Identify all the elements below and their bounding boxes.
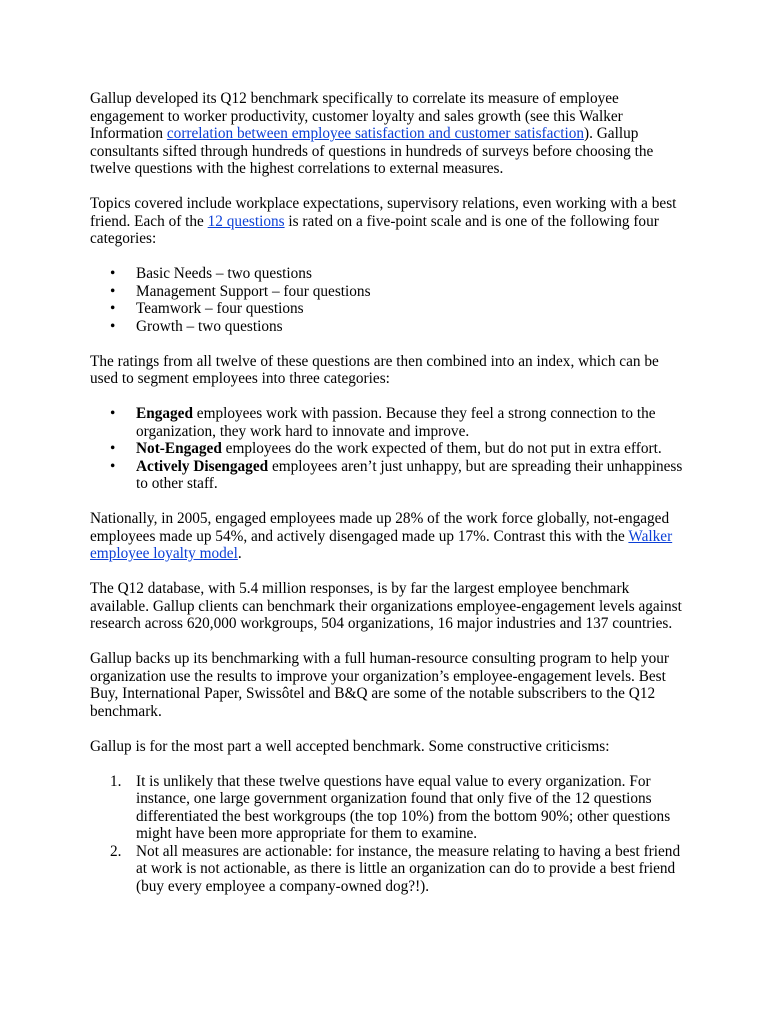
bullet-icon: • (110, 405, 116, 422)
paragraph-intro (90, 90, 690, 178)
paragraph-criticisms-intro: Gallup is for the most part a well accepted benchmark. Some constructive criticisms: (90, 737, 610, 755)
paragraph-intro-text-a: Gallup developed its Q12 benchmark specifically to correlate its measure of employee engagement to worker productivity, customer loyalty and sales growth (see this Walker Information (90, 90, 623, 142)
paragraph-nationally-text-b: . (237, 545, 242, 562)
bullet-icon: • (110, 282, 116, 300)
list-item (110, 440, 690, 458)
category-list (90, 265, 690, 335)
link-12-questions[interactable]: 12 questions (207, 212, 285, 230)
engagement-term: Not-Engaged (136, 440, 222, 457)
list-item (110, 842, 690, 896)
bullet-icon: • (110, 457, 116, 475)
document-body (90, 90, 690, 913)
engagement-term: Actively Disengaged (136, 457, 269, 475)
paragraph-ratings: The ratings from all twelve of these questions are then combined into an index, which can be used to segment employees into three categories: (90, 352, 659, 387)
paragraph-database: The Q12 database, with 5.4 million responses, is by far the largest employee benchmark available. Gallup clients can benchmark their organizations employee-engagement levels against research across 620,000 workgroups, 504 organizations, 16 major industries and 137 countries. (90, 580, 682, 632)
paragraph-nationally-text-a: Nationally, in 2005, engaged employees made up 28% of the work force globally, not-engaged employees made up 54%, and actively disengaged made up 17%. Contrast this with the (90, 510, 670, 545)
list-item-text: Growth – two questions (136, 317, 283, 335)
bullet-icon: • (110, 265, 116, 282)
paragraph-nationally (90, 510, 690, 563)
list-item (110, 300, 690, 318)
link-correlation[interactable]: correlation between employee satisfaction and customer satisfaction (166, 125, 584, 142)
paragraph-topics (90, 195, 690, 248)
bullet-icon: • (110, 300, 116, 317)
link-walker-loyalty-model[interactable]: Walker employee loyalty model (90, 527, 673, 562)
engagement-list (90, 405, 690, 493)
engagement-desc: employees work with passion. Because they feel a strong connection to the organization, they work hard to innovate and improve. (136, 405, 656, 440)
list-item (110, 457, 690, 493)
list-number: 2. (110, 842, 122, 860)
engagement-term: Engaged (136, 405, 193, 422)
list-item-text: Not all measures are actionable: for instance, the measure relating to having a best friend at work is not actionable, as there is little an organization can do to provide a best friend (buy every employee a company-owned dog?!). (136, 842, 681, 895)
paragraph-consulting: Gallup backs up its benchmarking with a full human-resource consulting program to help your organization use the results to improve your organization’s employee-engagement levels. Best Buy, International Paper, Swissôtel and B&Q are some of the notable subscribers to the Q12 benchmark. (90, 650, 670, 720)
bullet-icon: • (110, 317, 116, 335)
list-item-text: Teamwork – four questions (136, 300, 304, 317)
list-item-text: Basic Needs – two questions (136, 265, 312, 282)
list-item-text: Management Support – four questions (136, 282, 371, 300)
list-number: 1. (110, 772, 122, 790)
paragraph-topics-text-b: is rated on a five-point scale and is one of the following four categories: (90, 212, 659, 247)
paragraph-intro-text-b: ). Gallup consultants sifted through hundreds of questions in hundreds of surveys before choosing the twelve questions with the highest correlations to external measures. (90, 125, 654, 177)
paragraph-topics-text-a: Topics covered include workplace expectations, supervisory relations, even working with a best friend. Each of the (90, 195, 677, 230)
list-item (110, 317, 690, 336)
list-item-text: It is unlikely that these twelve questions have equal value to every organization. For instance, one large government organization found that only five of the 12 questions differentiated the best workgroups (the top 10%) from the bottom 90%; other questions might have been more appropriate for them to examine. (136, 772, 671, 842)
list-item (110, 405, 690, 440)
engagement-desc: employees aren’t just unhappy, but are spreading their unhappiness to other staff. (136, 457, 683, 492)
list-item (110, 772, 690, 843)
list-item (110, 282, 690, 301)
criticism-list (90, 773, 690, 896)
bullet-icon: • (110, 440, 116, 457)
list-item (110, 265, 690, 283)
engagement-desc: employees do the work expected of them, but do not put in extra effort. (221, 440, 662, 457)
